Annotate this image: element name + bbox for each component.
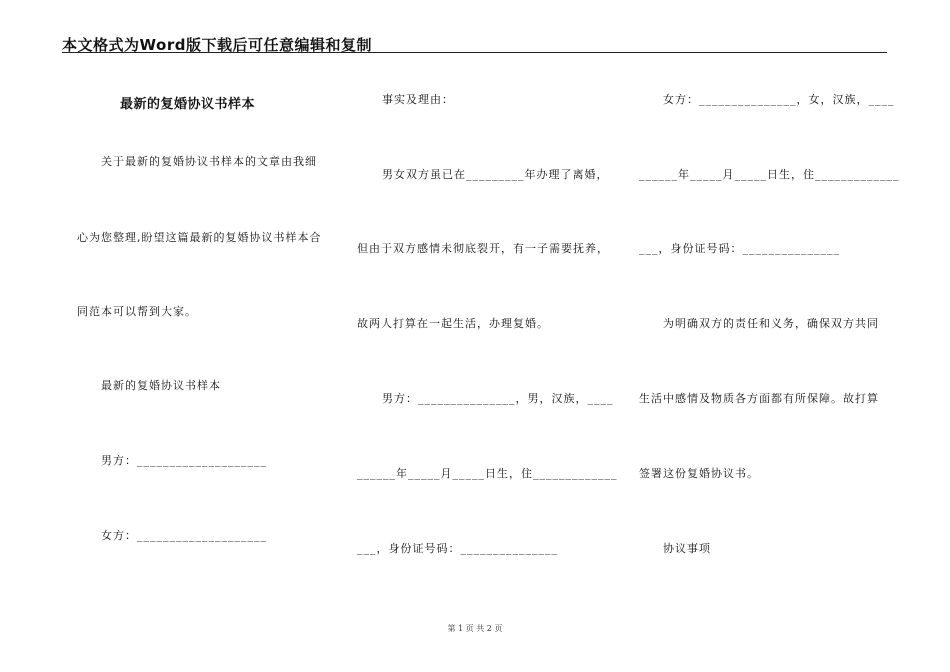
col2-line-4: 故两人打算在一起生活，办理复婚。 bbox=[357, 317, 549, 330]
col1-subheading: 最新的复婚协议书样本 bbox=[101, 379, 221, 392]
header-divider bbox=[62, 52, 887, 53]
col2-line-3: 但由于双方感情未彻底裂开，有一子需要抚养， bbox=[357, 242, 609, 255]
col1-female-party-field: 女方：____________________ bbox=[101, 529, 267, 542]
col2-line-2: 男女双方虽已在_________年办理了离婚， bbox=[382, 168, 609, 181]
col3-line-3: ___，身份证号码：_______________ bbox=[639, 242, 840, 255]
col3-line-4: 为明确双方的责任和义务，确保双方共同 bbox=[663, 317, 879, 330]
col3-line-6: 签署这份复婚协议书。 bbox=[639, 467, 759, 480]
col1-line-2: 心为您整理,盼望这篇最新的复婚协议书样本合 bbox=[77, 231, 322, 244]
col3-section-heading: 协议事项 bbox=[663, 542, 711, 555]
col2-line-5: 男方：_______________，男，汉族，____ bbox=[382, 392, 614, 405]
col1-line-1: 关于最新的复婚协议书样本的文章由我细 bbox=[101, 155, 317, 168]
col1-line-3: 同范本可以帮到大家。 bbox=[77, 305, 197, 318]
document-header-title: 本文格式为Word版下载后可任意编辑和复制 bbox=[62, 36, 372, 54]
col2-line-1: 事实及理由： bbox=[382, 93, 454, 106]
col2-line-6: ______年_____月_____日生，住_____________ bbox=[357, 467, 618, 480]
col3-line-5: 生活中感情及物质各方面都有所保障。故打算 bbox=[639, 392, 879, 405]
page-number-footer: 第 1 页 共 2 页 bbox=[447, 624, 503, 633]
col2-line-7: ___，身份证号码：_______________ bbox=[357, 542, 558, 555]
col1-male-party-field: 男方：____________________ bbox=[101, 454, 267, 467]
document-title: 最新的复婚协议书样本 bbox=[120, 97, 256, 112]
col3-line-2: ______年_____月_____日生，住_____________ bbox=[639, 168, 900, 181]
col3-line-1: 女方：_______________，女，汉族，____ bbox=[663, 93, 895, 106]
